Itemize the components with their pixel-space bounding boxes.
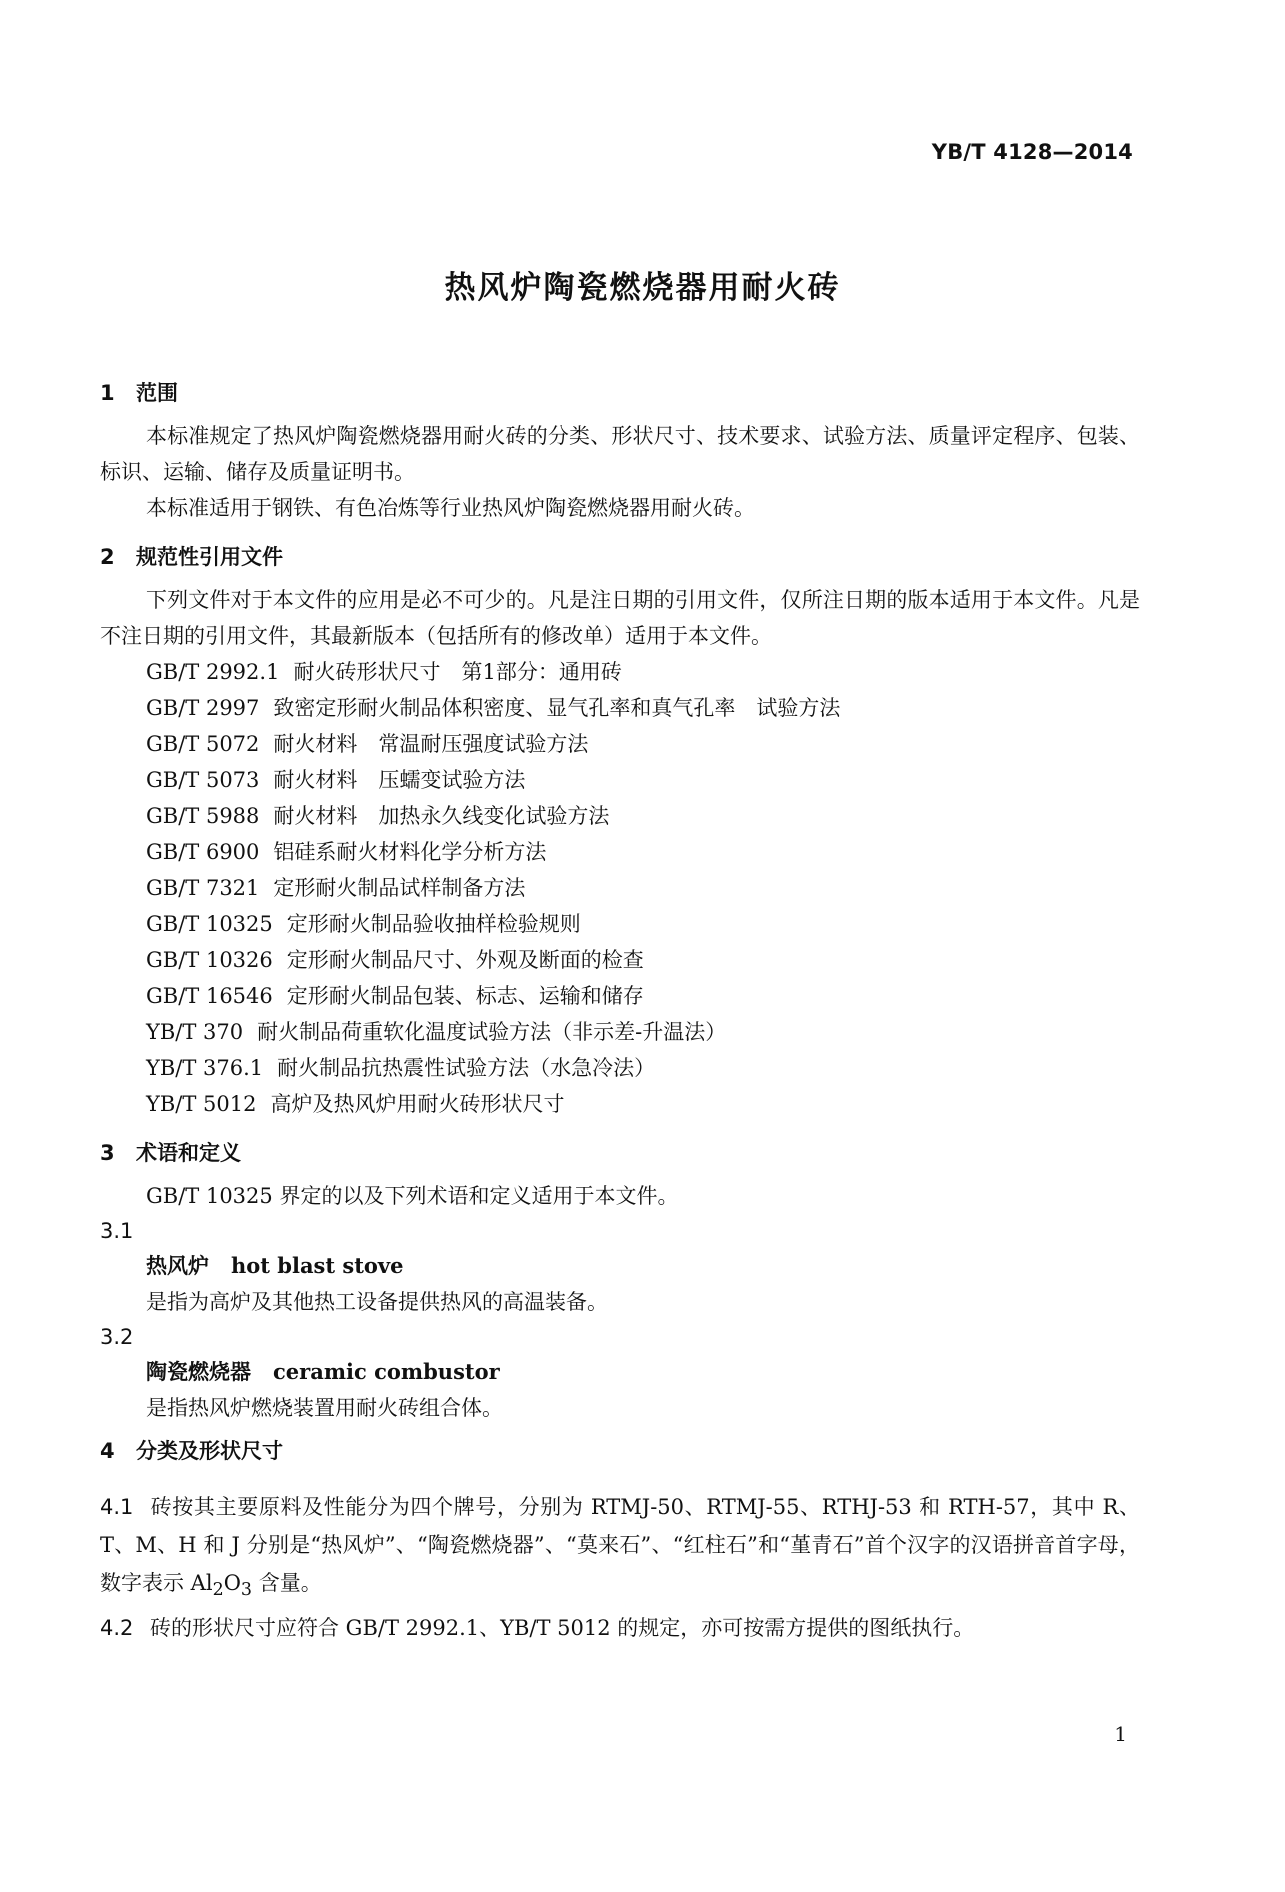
term-chinese: 陶瓷燃烧器	[146, 1359, 251, 1384]
term-entry	[100, 1248, 1140, 1284]
page-title: 热风炉陶瓷燃烧器用耐火砖	[444, 270, 841, 306]
reference-title: 耐火材料 压蠕变试验方法	[273, 768, 526, 792]
reference-code: YB/T 5012	[146, 1092, 257, 1116]
term-chinese: 热风炉	[146, 1253, 209, 1278]
standard-code: YB/T 4128—2014	[931, 140, 1133, 164]
normative-reference-list	[100, 654, 1140, 1122]
term-definition: 是指为高炉及其他热工设备提供热风的高温装备。	[146, 1290, 608, 1314]
reference-code: GB/T 6900	[146, 840, 260, 864]
reference-item	[100, 942, 1140, 978]
page-number: 1	[1114, 1722, 1127, 1746]
reference-code: GB/T 10326	[146, 948, 273, 972]
reference-item	[100, 1050, 1140, 1086]
formula-part: O	[223, 1571, 241, 1595]
reference-title: 定形耐火制品试样制备方法	[273, 876, 526, 900]
term-english: hot blast stove	[231, 1253, 404, 1278]
reference-item	[100, 654, 1140, 690]
reference-item	[100, 834, 1140, 870]
document-body	[100, 378, 1140, 1647]
term-number: 3.2	[100, 1325, 134, 1349]
reference-code: GB/T 5073	[146, 768, 260, 792]
reference-title: 耐火制品抗热震性试验方法（水急冷法）	[277, 1056, 656, 1080]
clause-text: 砖按其主要原料及性能分为四个牌号，分别为 RTMJ-50、RTMJ-55、RTHJ-53 和 RTH-57，其中 R、T、M、H 和 J 分别是“热风炉”、“陶瓷燃烧器”、“莫来石”、“红柱石”和“堇青石”首个汉字的汉语拼音首字母，数字表示 Al	[100, 1495, 1140, 1595]
subscript: 3	[240, 1580, 253, 1601]
reference-code: GB/T 5988	[146, 804, 260, 828]
reference-title: 铝硅系耐火材料化学分析方法	[273, 840, 547, 864]
section-number: 3	[100, 1141, 115, 1165]
section-title: 规范性引用文件	[136, 545, 283, 569]
section-title: 范围	[136, 381, 178, 405]
section-1-heading	[100, 378, 1140, 408]
section-4-heading	[100, 1436, 1140, 1466]
reference-title: 定形耐火制品验收抽样检验规则	[286, 912, 581, 936]
term-english: ceramic combustor	[273, 1359, 500, 1384]
reference-code: GB/T 10325	[146, 912, 273, 936]
clause-4-1	[100, 1488, 1140, 1609]
clause-4-2	[100, 1609, 1140, 1647]
reference-item	[100, 906, 1140, 942]
section-title: 分类及形状尺寸	[136, 1439, 283, 1463]
term-entry	[100, 1354, 1140, 1390]
reference-title: 定形耐火制品尺寸、外观及断面的检查	[286, 948, 644, 972]
paragraph: GB/T 10325 界定的以及下列术语和定义适用于本文件。	[146, 1184, 679, 1208]
reference-title: 致密定形耐火制品体积密度、显气孔率和真气孔率 试验方法	[273, 696, 841, 720]
clause-number: 4.2	[100, 1616, 134, 1641]
reference-code: GB/T 5072	[146, 732, 260, 756]
reference-item	[100, 798, 1140, 834]
section-number: 2	[100, 545, 115, 569]
reference-item	[100, 762, 1140, 798]
section-3-heading	[100, 1138, 1140, 1168]
reference-title: 耐火制品荷重软化温度试验方法（非示差-升温法）	[257, 1020, 727, 1044]
reference-code: GB/T 7321	[146, 876, 260, 900]
reference-title: 耐火材料 加热永久线变化试验方法	[273, 804, 610, 828]
reference-item	[100, 870, 1140, 906]
reference-item	[100, 1086, 1140, 1122]
section-number: 4	[100, 1439, 115, 1463]
reference-item	[100, 726, 1140, 762]
reference-title: 耐火砖形状尺寸 第1部分：通用砖	[293, 660, 622, 684]
reference-code: YB/T 376.1	[146, 1056, 264, 1080]
reference-code: GB/T 2992.1	[146, 660, 280, 684]
term-definition: 是指热风炉燃烧装置用耐火砖组合体。	[146, 1396, 503, 1420]
clause-number: 4.1	[100, 1495, 134, 1519]
clause-text: 砖的形状尺寸应符合 GB/T 2992.1、YB/T 5012 的规定，亦可按需方提供的图纸执行。	[150, 1616, 975, 1641]
reference-title: 耐火材料 常温耐压强度试验方法	[273, 732, 589, 756]
clause-text: 含量。	[252, 1571, 322, 1595]
section-number: 1	[100, 381, 115, 405]
paragraph: 本标准适用于钢铁、有色冶炼等行业热风炉陶瓷燃烧器用耐火砖。	[146, 496, 755, 520]
term-number: 3.1	[100, 1219, 134, 1243]
reference-item	[100, 690, 1140, 726]
reference-title: 定形耐火制品包装、标志、运输和储存	[286, 984, 644, 1008]
paragraph: 下列文件对于本文件的应用是必不可少的。凡是注日期的引用文件，仅所注日期的版本适用于本文件。凡是不注日期的引用文件，其最新版本（包括所有的修改单）适用于本文件。	[100, 588, 1140, 648]
reference-code: YB/T 370	[146, 1020, 244, 1044]
section-2-heading	[100, 542, 1140, 572]
section-title: 术语和定义	[136, 1141, 241, 1165]
reference-code: GB/T 2997	[146, 696, 260, 720]
reference-title: 高炉及热风炉用耐火砖形状尺寸	[270, 1092, 565, 1116]
subscript: 2	[212, 1580, 224, 1601]
paragraph: 本标准规定了热风炉陶瓷燃烧器用耐火砖的分类、形状尺寸、技术要求、试验方法、质量评定程序、包装、标识、运输、储存及质量证明书。	[100, 424, 1140, 484]
reference-code: GB/T 16546	[146, 984, 273, 1008]
reference-item	[100, 1014, 1140, 1050]
reference-item	[100, 978, 1140, 1014]
